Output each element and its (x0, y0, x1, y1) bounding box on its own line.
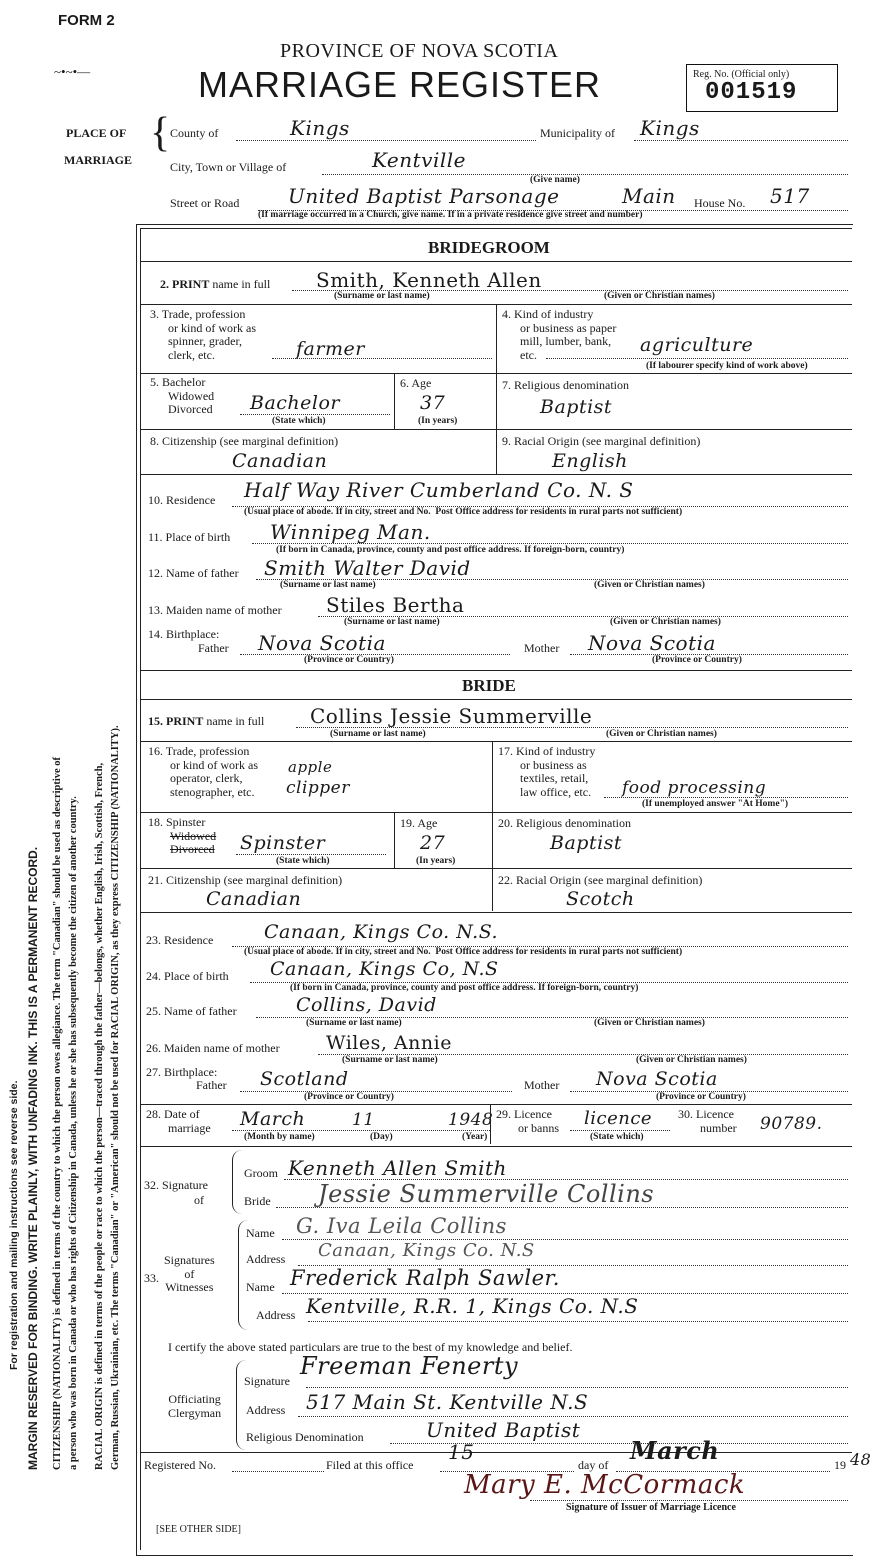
marriage-year: 1948 (448, 1110, 494, 1130)
w2-name-label: Name (246, 1280, 275, 1294)
w1-name-label: Name (246, 1226, 275, 1240)
give-name-note: (Give name) (530, 175, 580, 185)
side-note-instructions: For registration and mailing instructions see reverse side. (8, 1080, 20, 1370)
surname-note: (Surname or last name) (334, 291, 430, 301)
f26-surname-note: (Surname or last name) (342, 1055, 438, 1065)
street-note: (If marriage occurred in a Church, give name. If in a private residence give street and number) (258, 210, 643, 220)
filed-month: March (630, 1436, 720, 1465)
f20-label: 20. Religious denomination (498, 816, 631, 830)
bride-mother: Wiles, Annie (326, 1032, 452, 1054)
year-prefix: 19 (834, 1458, 846, 1472)
f7-label: 7. Religious denomination (502, 378, 629, 392)
f14-label: 14. Birthplace: (148, 627, 220, 641)
f13-given-note: (Given or Christian names) (610, 617, 721, 627)
year-note: (Year) (462, 1132, 488, 1142)
place-brace: { (150, 110, 171, 156)
f27-prov-note-mother: (Province or Country) (656, 1092, 746, 1102)
county-label: County of (170, 126, 219, 140)
f4-note: (If labourer specify kind of work above) (646, 361, 808, 371)
w2-address-label: Address (256, 1308, 296, 1322)
f15-label: 15. PRINT name in full (148, 714, 265, 728)
f28-label: 28. Date of marriage (146, 1107, 211, 1135)
bride-father-birthplace: Scotland (260, 1068, 349, 1090)
f12-given-note: (Given or Christian names) (594, 580, 705, 590)
side-note-citizenship-2: a person who was born in Canada or who has rights of Citizenship in Canada, unless he or she has subsequently become the citizen of another country. (68, 796, 79, 1470)
groom-racial-origin: English (552, 450, 628, 472)
f18-label: 18. Spinster Widowed Divorced (148, 815, 217, 856)
f16-label: 16. Trade, profession or kind of work as operator, clerk, stenographer, etc. (148, 744, 258, 799)
f25-label: 25. Name of father (146, 1004, 237, 1018)
place-label-2: MARRIAGE (64, 153, 132, 167)
marriage-month: March (240, 1108, 306, 1130)
side-note-citizenship-1: CITIZENSHIP (NATIONALITY) is defined in terms of the country to which the person owes allegiance. The term "Canadian" should be used as descriptive of (52, 756, 63, 1470)
f19-years-note: (In years) (416, 856, 456, 866)
see-other-side: [SEE OTHER SIDE] (156, 1524, 241, 1535)
bride-religion: Baptist (550, 832, 623, 854)
groom-citizenship: Canadian (232, 450, 328, 472)
day-of-label: day of (578, 1458, 609, 1472)
section-bride: BRIDE (462, 676, 516, 695)
f4-label: 4. Kind of industry or business as paper mill, lumber, bank, etc. (502, 307, 617, 362)
f8-label: 8. Citizenship (see marginal definition) (150, 434, 339, 448)
f15-surname-note: (Surname or last name) (330, 729, 426, 739)
f27-father-label: Father (196, 1078, 227, 1092)
clergy-address: 517 Main St. Kentville N.S (306, 1390, 589, 1414)
street-label: Street or Road (170, 196, 240, 210)
clergy-signature: Freeman Fenerty (300, 1352, 519, 1380)
f18-state-note: (State which) (276, 856, 330, 866)
f2-label: 2. PRINT name in full (160, 277, 271, 291)
groom-marital-status: Bachelor (250, 392, 341, 414)
f19-label: 19. Age (400, 816, 438, 830)
filed-day: 15 (448, 1440, 475, 1464)
witness2-address: Kentville, R.R. 1, Kings Co. N.S (306, 1294, 639, 1318)
f14-father-label: Father (198, 641, 229, 655)
witness-label: Signatures of Witnesses (164, 1253, 215, 1294)
groom-birthplace: Winnipeg Man. (270, 520, 431, 544)
state-which-note: (State which) (272, 416, 326, 426)
bride-industry: food processing (622, 778, 767, 798)
given-note: (Given or Christian names) (604, 291, 715, 301)
bride-occupation-1: apple (288, 758, 333, 776)
f9-label: 9. Racial Origin (see marginal definition) (502, 434, 701, 448)
f11-label: 11. Place of birth (148, 530, 231, 544)
bride-racial-origin: Scotch (566, 888, 635, 910)
groom-father-birthplace: Nova Scotia (258, 631, 386, 655)
groom-sig-label: Groom (244, 1166, 278, 1180)
clergy-denom-label: Religious Denomination (246, 1430, 364, 1444)
groom-residence: Half Way River Cumberland Co. N. S (244, 478, 634, 502)
f27-prov-note-father: (Province or Country) (304, 1092, 394, 1102)
clergy-denomination: United Baptist (426, 1418, 581, 1442)
groom-mother: Stiles Bertha (326, 593, 465, 617)
registered-label: Registered No. (144, 1458, 216, 1472)
bride-marital-status: Spinster (240, 832, 326, 854)
residence-note: (Usual place of abode. If in city, street and No. Post Office address for residents in rural parts not sufficient) (244, 507, 683, 517)
side-note-racial-1: RACIAL ORIGIN is defined in terms of the people or race to which the person—traced through the father—belongs, whether English, Irish, Scottish, French, (94, 762, 105, 1470)
f29-state-note: (State which) (590, 1132, 644, 1142)
reg-no-label: Reg. No. (Official only) (693, 69, 790, 80)
reg-no-value: 001519 (705, 79, 798, 106)
f15-given-note: (Given or Christian names) (606, 729, 717, 739)
f29-label: 29. Licence or banns (496, 1107, 559, 1135)
f23-label: 23. Residence (146, 933, 214, 947)
street-value: United Baptist Parsonage (288, 184, 560, 208)
f33-label: 33. (144, 1271, 159, 1285)
f26-given-note: (Given or Christian names) (636, 1055, 747, 1065)
f26-label: 26. Maiden name of mother (146, 1041, 280, 1055)
province-heading: PROVINCE OF NOVA SCOTIA (280, 40, 559, 62)
f27-label: 27. Birthplace: (146, 1065, 218, 1079)
f17-note: (If unemployed answer "At Home") (642, 799, 789, 809)
bride-father: Collins, David (296, 994, 437, 1016)
f3-label: 3. Trade, profession or kind of work as spinner, grader, clerk, etc. (150, 307, 256, 362)
bride-name: Collins Jessie Summerville (310, 704, 593, 728)
county-value: Kings (290, 116, 350, 140)
groom-name: Smith, Kenneth Allen (316, 268, 542, 292)
place-label-1: PLACE OF (66, 126, 127, 140)
f12-label: 12. Name of father (148, 566, 239, 580)
bride-residence: Canaan, Kings Co. N.S. (264, 921, 499, 943)
ink-mark: ~•~•— (54, 64, 91, 79)
groom-mother-birthplace: Nova Scotia (588, 631, 716, 655)
street-value-2: Main (622, 184, 676, 208)
clergy-label: Officiating Clergyman (168, 1392, 222, 1420)
bride-signature: Jessie Summerville Collins (318, 1180, 655, 1208)
section-bridegroom: BRIDEGROOM (428, 238, 550, 257)
licence-or-banns: licence (584, 1108, 653, 1129)
f13-label: 13. Maiden name of mother (148, 603, 282, 617)
municipality-label: Municipality of (540, 126, 615, 140)
in-years-note: (In years) (418, 416, 458, 426)
side-note-margin: MARGIN RESERVED FOR BINDING. WRITE PLAINLY, WITH UNFADING INK. THIS IS A PERMANENT RECORD. (26, 846, 40, 1470)
reg-no-box (686, 64, 838, 112)
bride-mother-birthplace: Nova Scotia (596, 1068, 718, 1090)
bride-age: 27 (420, 832, 446, 854)
f24-birth-note: (If born in Canada, province, county and post office address. If foreign-born, country) (290, 983, 639, 993)
filed-year: 48 (850, 1450, 872, 1469)
birth-note: (If born in Canada, province, county and post office address. If foreign-born, country) (276, 545, 625, 555)
issuer-signature: Mary E. McCormack (464, 1470, 746, 1500)
month-note: (Month by name) (244, 1132, 315, 1142)
witness2-name: Frederick Ralph Sawler. (290, 1266, 560, 1290)
city-value: Kentville (372, 148, 466, 172)
city-label: City, Town or Village of (170, 160, 287, 174)
filed-label: Filed at this office (326, 1458, 414, 1472)
groom-age: 37 (420, 392, 446, 414)
certify-text: I certify the above stated particulars are true to the best of my knowledge and belief. (168, 1340, 573, 1354)
bride-occupation-2: clipper (286, 778, 350, 798)
licence-number: 90789. (760, 1114, 823, 1134)
f23-residence-note: (Usual place of abode. If in city, street and No. Post Office address for residents in rural parts not sufficient) (244, 947, 683, 957)
f21-label: 21. Citizenship (see marginal definition) (148, 873, 343, 887)
f22-label: 22. Racial Origin (see marginal definition) (498, 873, 703, 887)
f27-mother-label: Mother (524, 1078, 560, 1092)
f13-surname-note: (Surname or last name) (344, 617, 440, 627)
f10-label: 10. Residence (148, 493, 216, 507)
witness1-address: Canaan, Kings Co. N.S (318, 1240, 535, 1261)
f25-surname-note: (Surname or last name) (306, 1018, 402, 1028)
f25-given-note: (Given or Christian names) (594, 1018, 705, 1028)
f17-label: 17. Kind of industry or business as textiles, retail, law office, etc. (498, 744, 596, 799)
groom-religion: Baptist (540, 396, 613, 418)
bride-citizenship: Canadian (206, 888, 302, 910)
f12-surname-note: (Surname or last name) (280, 580, 376, 590)
groom-father: Smith Walter David (264, 556, 471, 580)
house-value: 517 (770, 184, 810, 208)
page-title: MARRIAGE REGISTER (198, 64, 602, 105)
house-label: House No. (694, 196, 746, 210)
f30-label: 30. Licence number (678, 1107, 737, 1135)
f24-label: 24. Place of birth (146, 969, 229, 983)
f14-mother-label: Mother (524, 641, 560, 655)
clergy-sig-label: Signature (244, 1374, 290, 1388)
f14-prov-note-father: (Province or Country) (304, 655, 394, 665)
issuer-label: Signature of Issuer of Marriage Licence (566, 1502, 736, 1513)
municipality-value: Kings (640, 116, 700, 140)
witness1-name: G. Iva Leila Collins (296, 1214, 507, 1238)
f5-label: 5. Bachelor Widowed Divorced (150, 375, 215, 416)
bride-birthplace: Canaan, Kings Co, N.S (270, 958, 499, 980)
groom-industry: agriculture (640, 334, 754, 356)
w1-address-label: Address (246, 1252, 286, 1266)
groom-occupation: farmer (296, 338, 365, 360)
clergy-address-label: Address (246, 1403, 286, 1417)
f32-label: 32. Signature of (144, 1178, 208, 1207)
side-note-racial-2: German, Russian, Ukrainian, etc. The terms "Canadian" or "American" should not be used for RACIAL ORIGIN, as they express CITIZENSHIP (NATIONALITY). (110, 725, 121, 1470)
form-number: FORM 2 (58, 12, 115, 29)
bride-sig-label: Bride (244, 1194, 271, 1208)
groom-signature: Kenneth Allen Smith (288, 1156, 507, 1180)
day-note: (Day) (370, 1132, 393, 1142)
f14-prov-note-mother: (Province or Country) (652, 655, 742, 665)
f6-label: 6. Age (400, 376, 432, 390)
marriage-day: 11 (352, 1110, 375, 1130)
